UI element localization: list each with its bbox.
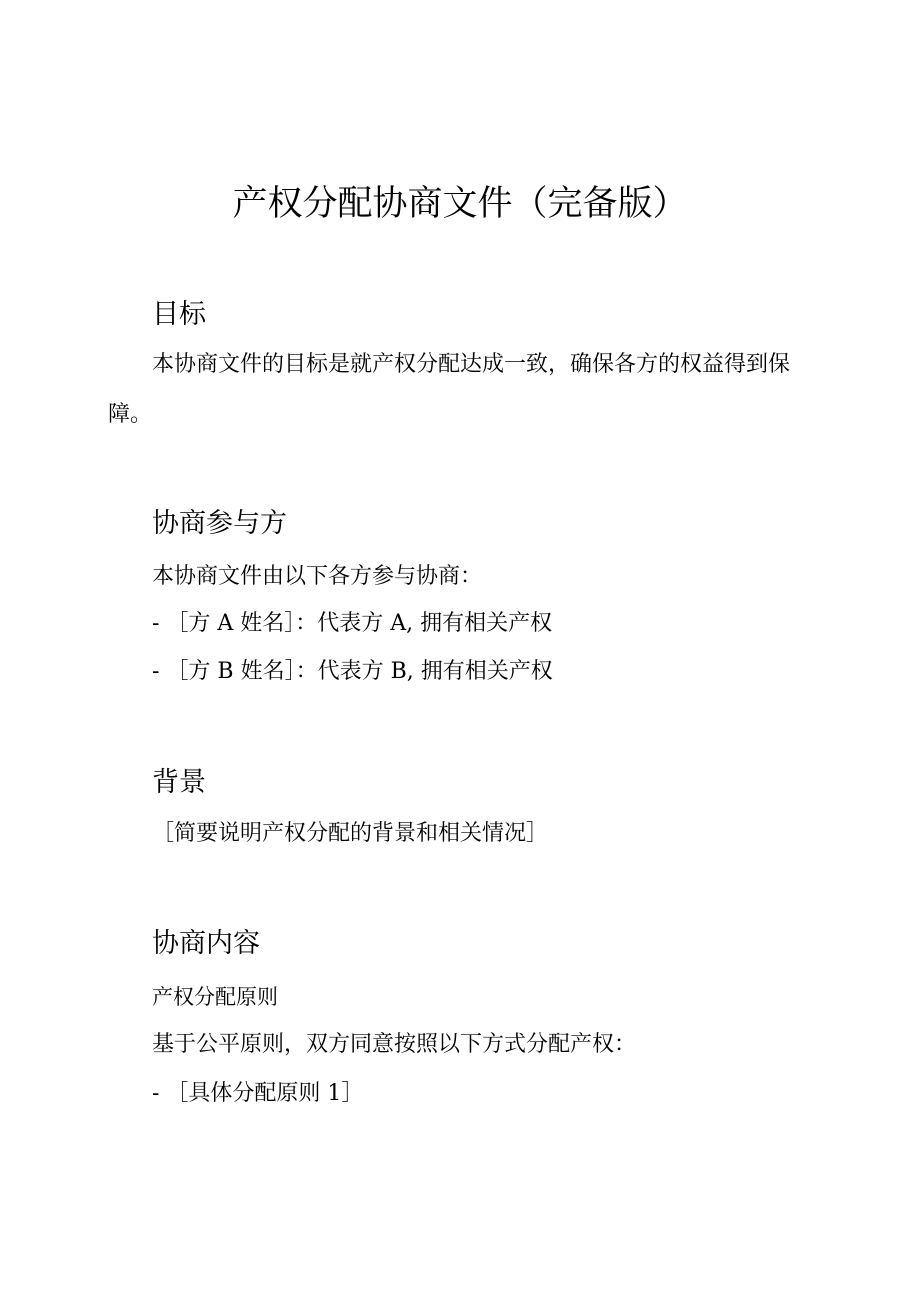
goal-paragraph: 本协商文件的目标是就产权分配达成一致，确保各方的权益得到保障。: [108, 352, 791, 427]
background-text: ［简要说明产权分配的背景和相关情况］: [152, 821, 549, 846]
section-heading-parties: 协商参与方: [152, 508, 287, 539]
document-title: 产权分配协商文件（完备版）: [232, 184, 688, 224]
content-item-1: - ［具体分配原则 1］: [152, 1081, 364, 1106]
subheading-allocation-principles: 产权分配原则: [152, 985, 278, 1009]
content-intro: 基于公平原则，双方同意按照以下方式分配产权：: [152, 1032, 637, 1057]
section-heading-content: 协商内容: [152, 928, 260, 959]
parties-intro: 本协商文件由以下各方参与协商：: [152, 564, 483, 589]
party-item-b: - ［方 B 姓名］：代表方 B, 拥有相关产权: [152, 659, 553, 684]
party-item-a: - ［方 A 姓名］：代表方 A, 拥有相关产权: [152, 611, 553, 636]
section-heading-goal: 目标: [152, 299, 206, 330]
section-heading-background: 背景: [152, 767, 206, 798]
